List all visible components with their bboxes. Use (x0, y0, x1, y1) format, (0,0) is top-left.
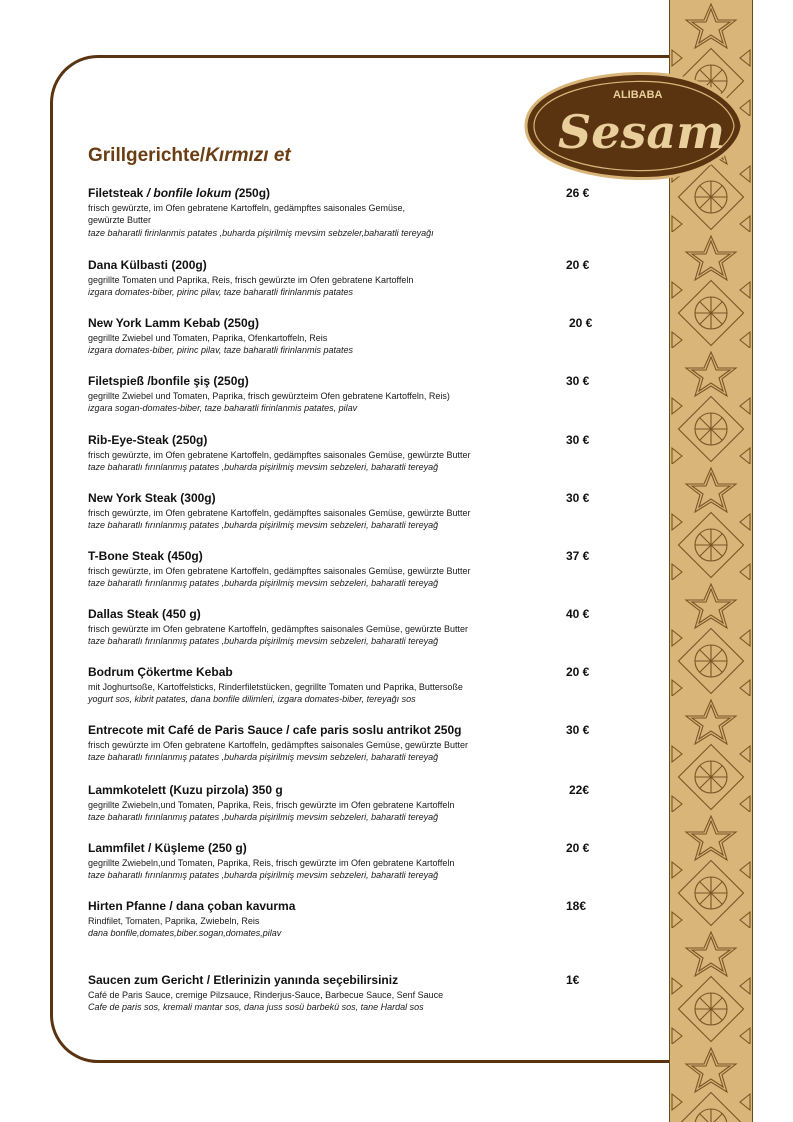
sesam-logo (518, 66, 748, 186)
item-name: Entrecote mit Café de Paris Sauce / cafe paris soslu antrikot 250g (88, 723, 462, 737)
item-description: gegrillte Zwiebeln,und Tomaten, Paprika, Reis, frisch gewürzte im Ofen gebratene Kartoffeln (88, 800, 455, 810)
item-price: 20 € (566, 258, 590, 272)
logo-small-text: ALIBABA (613, 89, 663, 101)
item-description: Café de Paris Sauce, cremige Pilzsauce, Rinderjus-Sauce, Barbecue Sauce, Senf Sauce (88, 990, 444, 1000)
menu-item (88, 316, 598, 357)
item-name: Hirten Pfanne / dana çoban kavurma (88, 899, 296, 913)
item-description: frisch gewürzte im Ofen gebratene Kartoffeln, gedämpftes saisonales Gemüse, gewürzte Butter (88, 740, 469, 750)
item-price: 30 € (566, 374, 590, 388)
item-description-line: frisch gewürzte, im Ofen gebratene Kartoffeln, gedämpftes saisonales Gemüse, (88, 203, 405, 213)
item-description-turkish: taze baharatlı fırınlanmış patates ,buharda pişirilmiş mevsim sebzeleri, baharatli tereyağ (88, 870, 439, 881)
item-name (88, 186, 598, 200)
menu-item (88, 491, 598, 532)
item-description: gegrillte Zwiebeln,und Tomaten, Paprika, Reis, frisch gewürzte im Ofen gebratene Kartoffeln (88, 858, 455, 868)
item-description-turkish: Cafe de paris sos, kremali mantar sos, dana juss sosü barbekü sos, tane Hardal sos (88, 1002, 424, 1013)
item-description-turkish: taze baharatlı fırınlanmış patates ,buharda pişirilmiş mevsim sebzeleri, baharatli tereyağ (88, 812, 439, 823)
menu-item (88, 723, 598, 764)
page-title (88, 145, 291, 167)
item-name-part: 250g) (238, 186, 271, 200)
item-price: 37 € (566, 549, 590, 563)
item-description-turkish: izgara domates-biber, pirinc pilav, taze baharatli firinlanmis patates (88, 287, 353, 298)
item-description-turkish: taze baharatlı fırınlanmış patates ,buharda pişirilmiş mevsim sebzeleri, baharatli tereyağ (88, 462, 439, 473)
item-name: Filetspieß /bonfile şiş (250g) (88, 374, 249, 388)
item-name: Rib-Eye-Steak (250g) (88, 433, 208, 447)
title-turkish: Kırmızı et (205, 145, 291, 166)
item-description: mit Joghurtsoße, Kartoffelsticks, Rinderfiletstücken, gegrillte Tomaten und Paprika, Buttersoße (88, 682, 463, 692)
menu-item (88, 374, 598, 415)
item-description: frisch gewürzte, im Ofen gebratene Kartoffeln, gedämpftes saisonales Gemüse, gewürzte Butter (88, 450, 471, 460)
item-description-turkish: taze baharatlı fırınlanmış patates ,buharda pişirilmiş mevsim sebzeleri, baharatli tereyağ (88, 752, 439, 763)
item-name-part: / bonfile lokum ( (146, 186, 239, 200)
item-price: 26 € (566, 186, 590, 200)
item-description-turkish: dana bonfile,domates,biber.sogan,domates,pilav (88, 928, 282, 939)
item-description: frisch gewürzte, im Ofen gebratene Kartoffeln, gedämpftes saisonales Gemüse, gewürzte Butter (88, 508, 471, 518)
item-price: 20 € (569, 316, 593, 330)
item-price: 18€ (566, 899, 587, 913)
item-description-turkish: taze baharatlı fırınlanmış patates ,buharda pişirilmiş mevsim sebzeleri, baharatli tereyağ (88, 578, 439, 589)
menu-item (88, 258, 598, 299)
item-name-part: Filetsteak (88, 186, 147, 200)
item-description: frisch gewürzte, im Ofen gebratene Kartoffeln, gedämpftes saisonales Gemüse, gewürzte Butter (88, 566, 471, 576)
item-description: Rindfilet, Tomaten, Paprika, Zwiebeln, Reis (88, 916, 260, 926)
menu-item-sauces (88, 973, 598, 1014)
menu-item (88, 549, 598, 590)
item-description: gegrillte Zwiebel und Tomaten, Paprika, frisch gewürzteim Ofen gebratene Kartoffeln, Reis) (88, 391, 450, 401)
item-price: 22€ (569, 783, 590, 797)
item-description: frisch gewürzte im Ofen gebratene Kartoffeln, gedämpftes saisonales Gemüse, gewürzte Butter (88, 624, 469, 634)
item-name: T-Bone Steak (450g) (88, 549, 203, 563)
item-price: 20 € (566, 665, 590, 679)
item-description (88, 202, 598, 227)
item-name: Bodrum Çökertme Kebab (88, 665, 233, 679)
logo-main-text: Sesam (558, 105, 725, 159)
item-description-turkish: taze baharatlı fırınlanmış patates ,buharda pişirilmiş mevsim sebzeleri, baharatli tereyağ (88, 520, 439, 531)
title-german: Grillgerichte/ (88, 145, 206, 166)
item-name: Lammkotelett (Kuzu pirzola) 350 g (88, 783, 283, 797)
item-description-turkish: izgara domates-biber, pirinc pilav, taze baharatli firinlanmis patates (88, 345, 353, 356)
menu-item (88, 186, 598, 239)
item-price: 1€ (566, 973, 580, 987)
item-price: 40 € (566, 607, 590, 621)
item-name: Lammfilet / Küşleme (250 g) (88, 841, 247, 855)
menu-item (88, 841, 598, 882)
menu-item (88, 607, 598, 648)
item-description-turkish: taze baharatli firinlanmis patates ,buharda pişirilmiş mevsim sebzeler,baharatli tereyağı (88, 227, 434, 238)
item-description: gegrillte Tomaten und Paprika, Reis, frisch gewürzte im Ofen gebratene Kartoffeln (88, 275, 414, 285)
item-description-line: gewürzte Butter (88, 215, 152, 226)
menu-item (88, 899, 598, 940)
item-name: New York Lamm Kebab (250g) (88, 316, 259, 330)
item-name: Dallas Steak (450 g) (88, 607, 201, 621)
item-description-turkish: yogurt sos, kibrit patates, dana bonfile dilimleri, izgara domates-biber, tereyağı sos (88, 694, 416, 705)
item-description-turkish: taze baharatlı fırınlanmış patates ,buharda pişirilmiş mevsim sebzeleri, baharatli tereyağ (88, 636, 439, 647)
item-name: Saucen zum Gericht / Etlerinizin yanında seçebilirsiniz (88, 973, 399, 987)
item-price: 30 € (566, 433, 590, 447)
item-name: Dana Külbasti (200g) (88, 258, 207, 272)
menu-item (88, 433, 598, 474)
item-name: New York Steak (300g) (88, 491, 216, 505)
item-description-turkish: izgara sogan-domates-biber, taze baharatli firinlanmis patates, pilav (88, 403, 358, 414)
item-price: 30 € (566, 491, 590, 505)
menu-item (88, 783, 598, 824)
item-price: 30 € (566, 723, 590, 737)
item-description: gegrillte Zwiebel und Tomaten, Paprika, Ofenkartoffeln, Reis (88, 333, 328, 343)
menu-item (88, 665, 598, 706)
item-price: 20 € (566, 841, 590, 855)
